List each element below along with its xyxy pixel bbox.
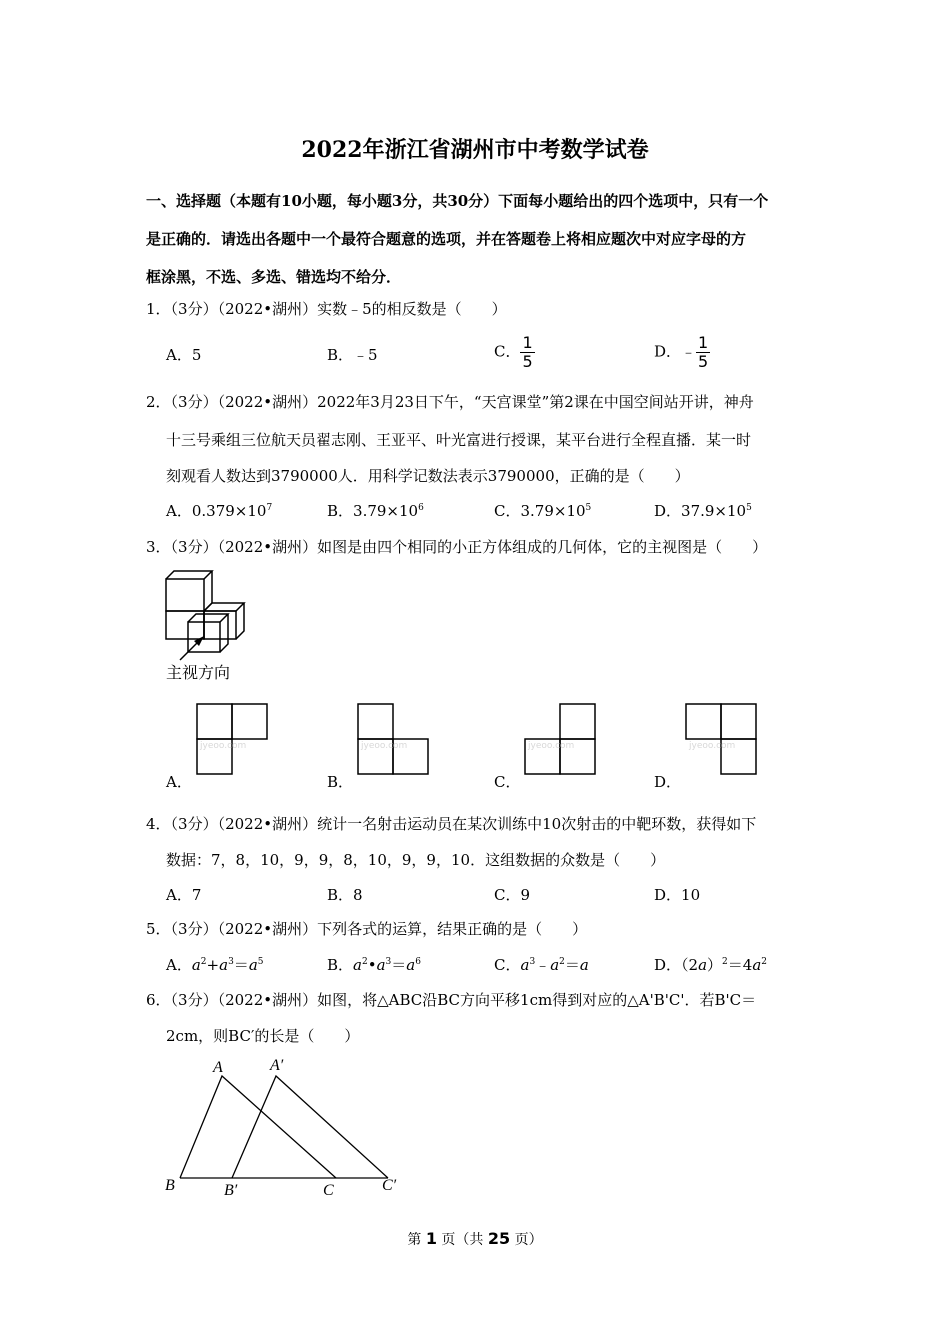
- q2-option-c: [494, 500, 591, 521]
- cube-face: [166, 579, 204, 611]
- label-a: A: [213, 1059, 223, 1076]
- q2-option-a-base: A．0.379×10: [166, 502, 267, 520]
- q1-option-d: [654, 334, 710, 371]
- question-4-line2: 数据：7，8，10，9，9，8，10，9，9，10．这组数据的众数是（ ）: [166, 851, 666, 869]
- label-b-prime: B′: [224, 1182, 238, 1199]
- cube-top: [204, 603, 244, 611]
- q3-option-a-figure: [196, 703, 268, 775]
- section-instructions-line2: 是正确的．请选出各题中一个最符合题意的选项，并在答题卷上将相应题次中对应字母的方: [146, 230, 747, 248]
- footer-middle: 页（共: [436, 1232, 488, 1248]
- q5-option-b: B．$a^2•a^3=a^6$: [327, 956, 421, 974]
- cube-top: [188, 614, 228, 622]
- footer-prefix: 第: [407, 1232, 426, 1248]
- option-label: B．: [327, 956, 354, 974]
- q4-option-b: B．8: [327, 886, 363, 904]
- section-instructions-line1: 一、选择题（本题有10小题，每小题3分，共30分）下面每小题给出的四个选项中，只有一个: [146, 192, 769, 210]
- question-2-line1: 2．（3分）（2022•湖州）2022年3月23日下午，“天宫课堂”第2课在中国空间站开讲，神舟: [146, 393, 754, 411]
- footer-page-number: 1: [425, 1229, 437, 1248]
- footer-suffix: 页）: [510, 1232, 543, 1248]
- fraction-denominator: 5: [698, 352, 709, 371]
- q2-option-b-base: B．3.79×10: [327, 502, 419, 520]
- q3-option-b-figure: [357, 703, 429, 775]
- q6-triangle-figure: [160, 1052, 420, 1202]
- cube-top: [166, 571, 212, 579]
- q2-option-a: [166, 500, 272, 521]
- q1-option-d-fraction: [696, 334, 710, 371]
- watermark: jyeoo.com: [200, 741, 247, 751]
- q2-option-a-exponent: 7: [266, 503, 273, 513]
- q3-option-d: D．: [654, 773, 682, 791]
- q4-option-d: D．10: [654, 886, 701, 904]
- q2-option-d-base: D．37.9×10: [654, 502, 747, 520]
- q2-option-b-exponent: 6: [418, 503, 424, 513]
- q1-option-b: B．﹣5: [327, 346, 378, 364]
- q4-option-a: A．7: [166, 886, 202, 904]
- watermark: jyeoo.com: [361, 741, 408, 751]
- label-c: C: [323, 1182, 334, 1199]
- triangle-abc: [180, 1076, 336, 1178]
- fraction-denominator: 5: [522, 352, 533, 371]
- q1-option-a: A．5: [166, 346, 202, 364]
- question-3-text: 3．（3分）（2022•湖州）如图是由四个相同的小正方体组成的几何体，它的主视图是（ ）: [146, 538, 768, 556]
- footer-total-pages: 25: [487, 1229, 511, 1248]
- q3-option-c-figure: [524, 703, 596, 775]
- page-title: 2022年浙江省湖州市中考数学试卷: [301, 137, 649, 163]
- question-2-line3: 刻观看人数达到3790000人．用科学记数法表示3790000，正确的是（ ）: [166, 467, 690, 485]
- label-b: B: [165, 1177, 175, 1194]
- cube-side: [220, 614, 228, 652]
- q5-option-a: A．$a^2+a^3=a^5$: [166, 956, 264, 974]
- q5-option-c: C．$a^3﹣a^2=a$: [494, 956, 589, 974]
- watermark: jyeoo.com: [689, 741, 736, 751]
- q3-option-d-figure: [685, 703, 757, 775]
- q1-option-c-fraction: [520, 334, 534, 371]
- option-label: D．: [654, 956, 682, 974]
- question-1-text: 1．（3分）（2022•湖州）实数﹣5的相反数是（ ）: [146, 300, 507, 318]
- watermark: jyeoo.com: [528, 741, 575, 751]
- label-a-prime: A′: [270, 1057, 284, 1074]
- q2-option-b: [327, 500, 424, 521]
- q5-option-d: D．$(2a)^2=4a^2$: [654, 956, 768, 974]
- q2-option-d: [654, 500, 752, 521]
- q2-option-c-base: C．3.79×10: [494, 502, 586, 520]
- cube-face: [166, 611, 204, 639]
- option-label: A．: [166, 956, 192, 974]
- q1-option-d-label: D．﹣: [654, 342, 697, 361]
- question-2-line2: 十三号乘组三位航天员翟志刚、王亚平、叶光富进行授课，某平台进行全程直播．某一时: [166, 431, 752, 449]
- q3-option-c: C．: [494, 773, 521, 791]
- fraction-numerator: 1: [698, 333, 709, 352]
- q4-option-c: C．9: [494, 886, 531, 904]
- q2-option-c-exponent: 5: [585, 503, 592, 513]
- fraction-numerator: 1: [522, 333, 533, 352]
- q2-option-d-exponent: 5: [746, 503, 752, 513]
- section-instructions-line3: 框涂黑，不选、多选、错选均不给分．: [146, 268, 402, 286]
- q3-option-a: A．: [166, 773, 192, 791]
- label-c-prime: C′: [382, 1177, 397, 1194]
- cube-side: [236, 603, 244, 639]
- q1-option-c-label: C．: [494, 342, 521, 361]
- triangle-a2b2c2: [232, 1076, 388, 1178]
- q3-figure-label: 主视方向: [166, 663, 231, 682]
- question-5-text: 5．（3分）（2022•湖州）下列各式的运算，结果正确的是（ ）: [146, 920, 588, 938]
- question-6-line1: 6．（3分）（2022•湖州）如图，将△ABC沿BC方向平移1cm得到对应的△A'B'C'．若B'C＝: [146, 991, 757, 1009]
- q1-option-c: [494, 334, 535, 371]
- q3-option-b: B．: [327, 773, 354, 791]
- option-label: C．: [494, 956, 521, 974]
- question-6-line2: 2cm，则BC′的长是（ ）: [166, 1027, 360, 1045]
- page-footer: [0, 1229, 950, 1249]
- question-4-line1: 4．（3分）（2022•湖州）统计一名射击运动员在某次训练中10次射击的中靶环数，获得如下: [146, 815, 757, 833]
